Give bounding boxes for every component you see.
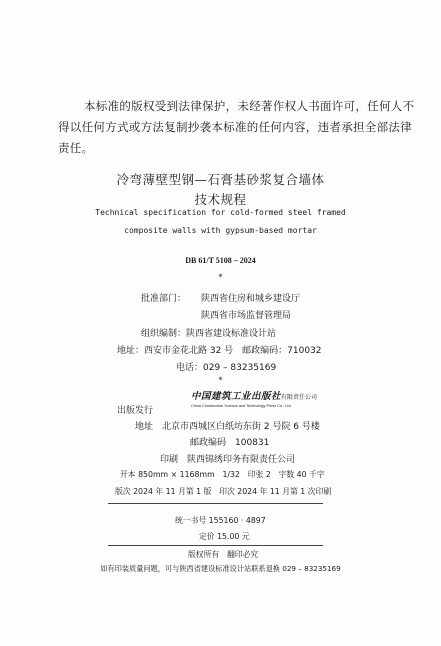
divider-line-2: [108, 545, 323, 546]
address-line: 地址：西安市金花北路 32 号 邮政编码：710032: [117, 346, 322, 356]
publisher-logo-suffix: 有限责任公司: [281, 394, 318, 401]
printer-line: 印刷 陕西锦绣印务有限责任公司: [160, 455, 296, 465]
approval-org1: 陕西省住房和城乡建设厅: [201, 294, 301, 304]
copyright-notice: 本标准的版权受到法律保护，未经著作权人书面许可，任何人不得以任何方式或方法复制抄袭本标准的任何内容，违者承担全部法律责任。: [58, 99, 415, 155]
phone-line: 电话：029 – 83235169: [176, 363, 277, 373]
title-cn-line1: 冷弯薄壁型钢—石膏基砂浆复合墙体: [116, 172, 325, 187]
publisher-postcode: 邮政编码 100831: [190, 438, 270, 448]
separator-star-1: *: [218, 273, 223, 282]
approval-org2: 陕西省市场监督管理局: [201, 311, 292, 321]
organizer-line: 组织编制：陕西省建设标准设计站: [141, 329, 277, 339]
title-cn-line2: 技术规程: [194, 192, 247, 207]
price-line: 定价 15.00 元: [199, 532, 250, 541]
standard-code: DB 61/T 5108 – 2024: [185, 256, 256, 265]
approval-label: 批准部门：: [141, 294, 187, 304]
title-en-line2: composite walls with gypsum-based mortar: [124, 226, 317, 235]
publisher-label: 出版发行: [117, 406, 154, 416]
publisher-logo: [191, 384, 317, 408]
publisher-address: 地址 北京市西城区白纸坊东街 2 号院 6 号楼: [135, 422, 320, 432]
separator-star-2: *: [218, 376, 223, 385]
publisher-logo-name: 中国建筑工业出版社: [191, 391, 282, 402]
title-en-line1: Technical specification for cold-formed steel framed: [95, 208, 346, 217]
divider-line-1: [108, 503, 323, 504]
rights-line: 版权所有 翻印必究: [188, 550, 259, 559]
isbn-line: 统一书号 155160 · 4897: [175, 516, 266, 525]
publisher-logo-en: China Construction Science and Technology Press Co., Ltd.: [191, 404, 292, 408]
edition-line: 版次 2024 年 11 月第 1 版 印次 2024 年 11 月第 1 次印刷: [115, 487, 332, 496]
format-line: 开本 850mm × 1168mm 1/32 印张 2 字数 40 千字: [120, 470, 325, 479]
contact-line: 如有印装质量问题，可与陕西省建设标准设计站联系退换 029 – 83235169: [100, 564, 341, 573]
